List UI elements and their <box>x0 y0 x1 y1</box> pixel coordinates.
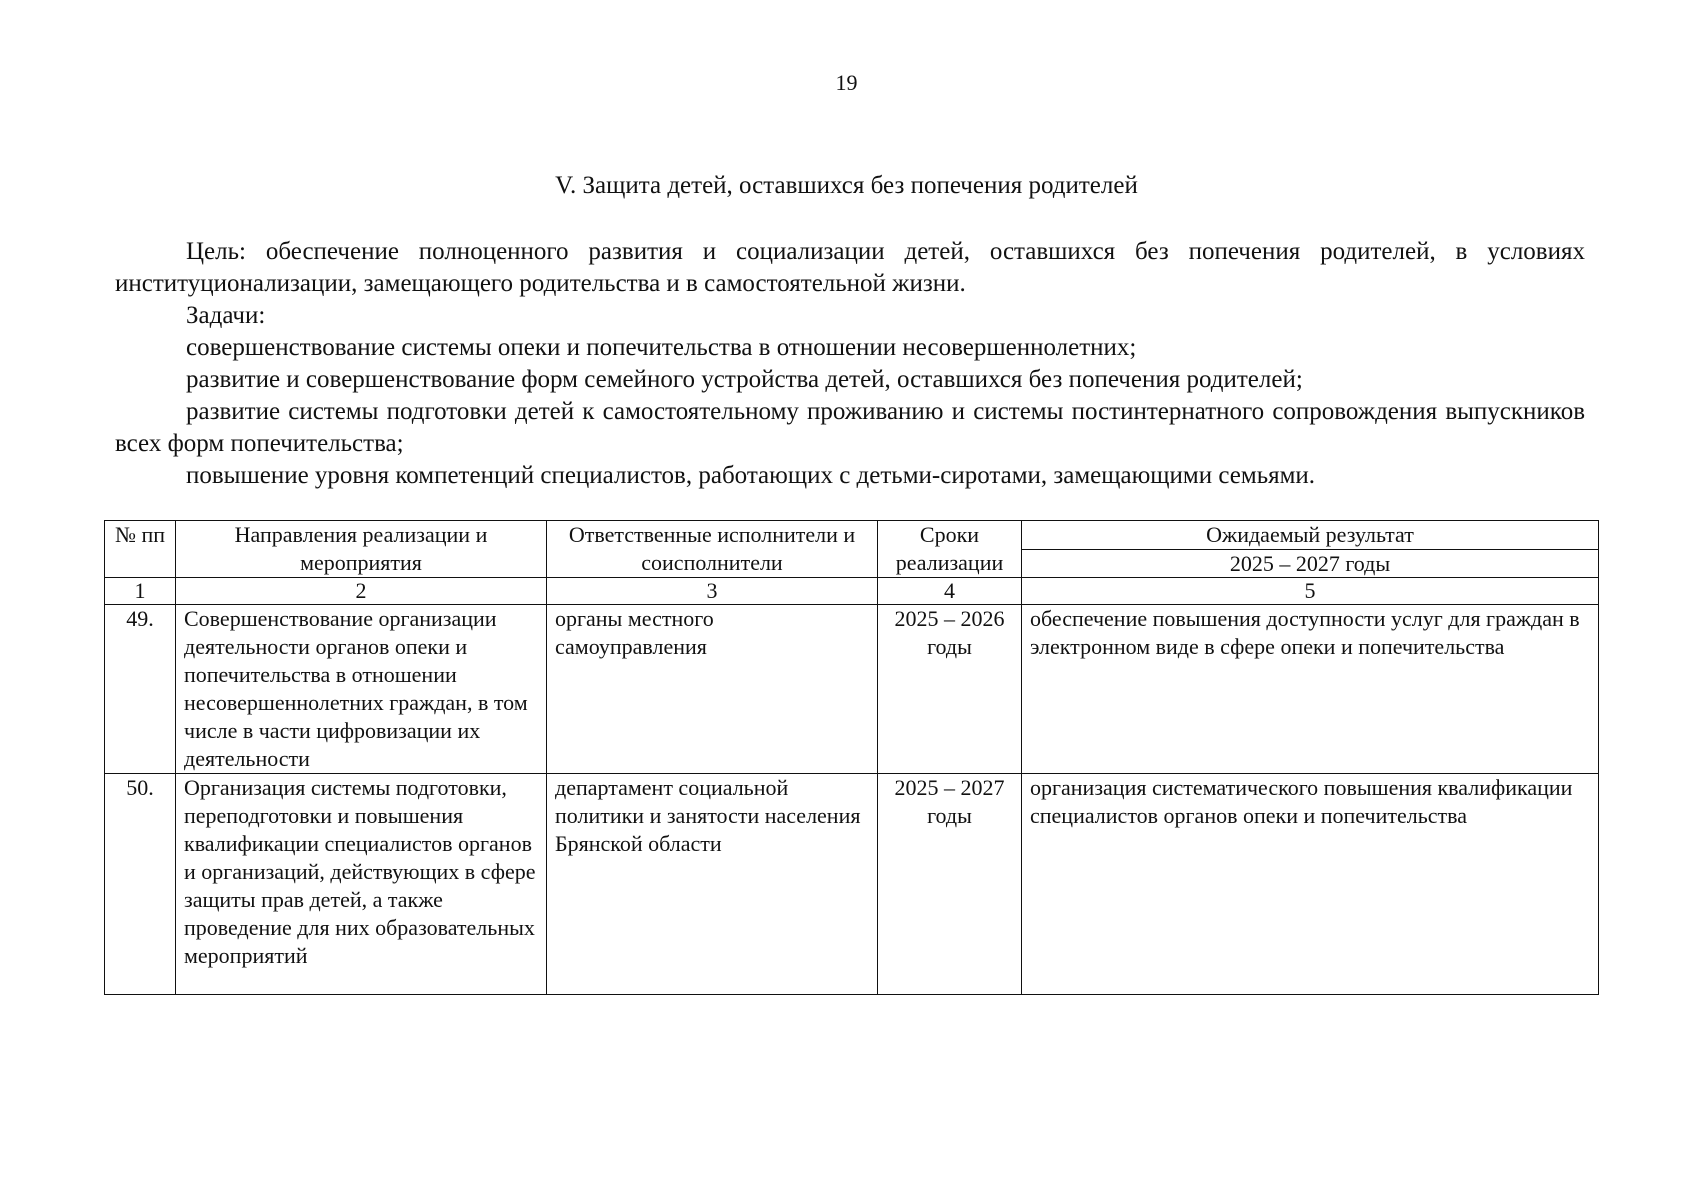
page-number: 19 <box>835 70 858 95</box>
row-number: 49. <box>105 605 176 774</box>
header-num: № пп <box>105 521 176 578</box>
section-title: V. Защита детей, оставшихся без попечения родителей <box>555 172 1138 199</box>
row-result: организация систематического повышения квалификации специалистов органов опеки и попечительства <box>1022 774 1599 995</box>
goal-paragraph: Цель: обеспечение полноценного развития и социализации детей, оставшихся без попечения родителей, в условиях институционализации, замещающего родительства и в самостоятельной жизни. <box>115 238 1585 297</box>
task-item: совершенствование системы опеки и попечительства в отношении несовершеннолетних; <box>186 334 1137 361</box>
column-number: 2 <box>176 578 547 605</box>
header-direction: Направления реализации и мероприятия <box>176 521 547 578</box>
measures-table <box>104 520 1599 995</box>
table-row <box>105 774 1599 995</box>
header-result: Ожидаемый результат <box>1022 521 1599 550</box>
column-number: 5 <box>1022 578 1599 605</box>
column-number: 3 <box>547 578 878 605</box>
row-result: обеспечение повышения доступности услуг для граждан в электронном виде в сфере опеки и попечительства <box>1022 605 1599 774</box>
table-row <box>105 605 1599 774</box>
row-period: 2025 – 2027 годы <box>878 774 1022 995</box>
section-intro <box>115 236 1585 492</box>
task-item: повышение уровня компетенций специалистов, работающих с детьми-сиротами, замещающими семьями. <box>186 462 1316 489</box>
header-period: Сроки реализации <box>878 521 1022 578</box>
row-direction: Организация системы подготовки, переподготовки и повышения квалификации специалистов органов и организаций, действующих в сфере защиты прав детей, а также проведение для них образовательных мероприятий <box>176 774 547 995</box>
header-responsible: Ответственные исполнители и соисполнители <box>547 521 878 578</box>
column-number: 4 <box>878 578 1022 605</box>
row-direction: Совершенствование организации деятельности органов опеки и попечительства в отношении несовершеннолетних граждан, в том числе в части цифровизации их деятельности <box>176 605 547 774</box>
row-period: 2025 – 2026 годы <box>878 605 1022 774</box>
column-number: 1 <box>105 578 176 605</box>
task-item: развитие и совершенствование форм семейного устройства детей, оставшихся без попечения родителей; <box>186 366 1303 393</box>
task-item: развитие системы подготовки детей к самостоятельному проживанию и системы постинтернатного сопровождения выпускников всех форм попечительства; <box>115 398 1585 457</box>
row-responsible: департамент социальной политики и занятости населения Брянской области <box>547 774 878 995</box>
header-result-years: 2025 – 2027 годы <box>1022 550 1599 578</box>
column-number-row <box>105 578 1599 605</box>
tasks-heading: Задачи: <box>186 302 266 329</box>
row-responsible: органы местного самоуправления <box>547 605 878 774</box>
row-number: 50. <box>105 774 176 995</box>
